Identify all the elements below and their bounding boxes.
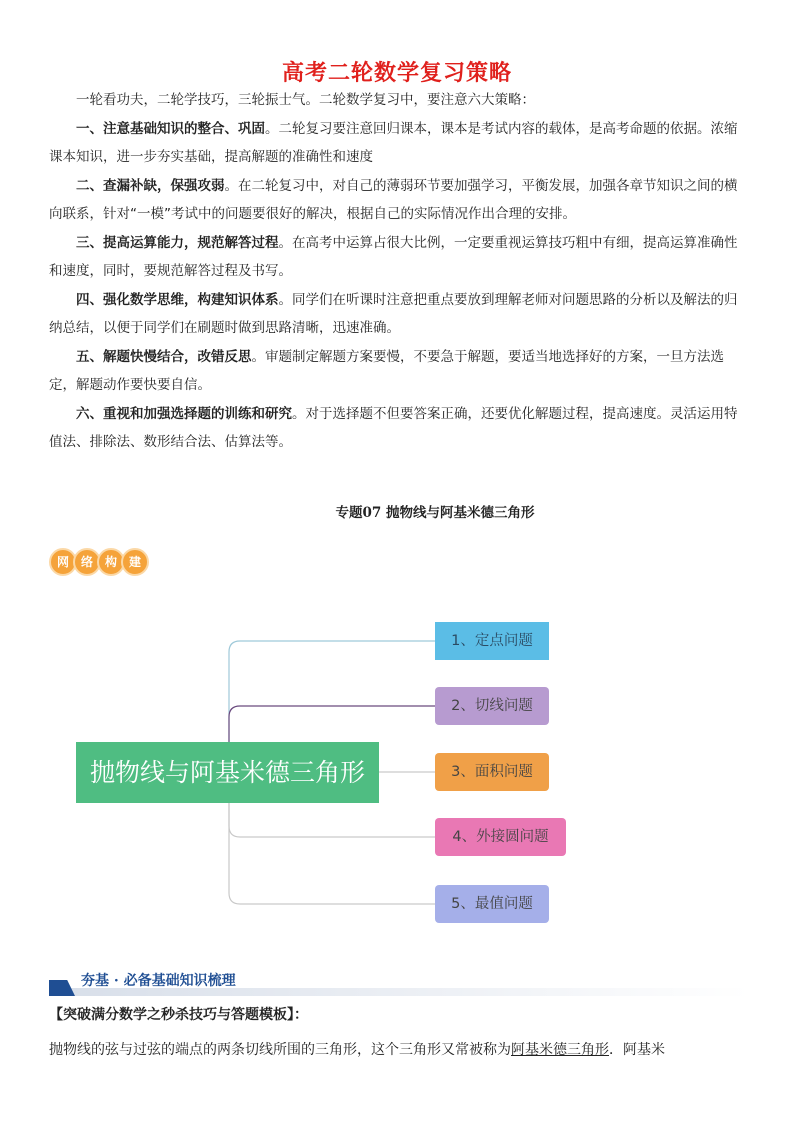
strategy-2: 二、查漏补缺，保强攻弱。在二轮复习中，对自己的薄弱环节要加强学习，平衡发展，加强各章节知识之间的横向联系，针对“一模”考试中的问题要很好的解决，根据自己的实际情况作出合理的安排。 [49, 177, 738, 222]
connector-5 [229, 803, 435, 904]
badge-char: 构 [97, 548, 125, 576]
strategy-1: 一、注意基础知识的整合、巩固。二轮复习要注意回归课本，课本是考试内容的载体，是高考命题的依据。浓缩课本知识，进一步夯实基础，提高解题的准确性和速度 [49, 120, 738, 165]
connector-2 [229, 706, 435, 742]
mindmap-node-extremum: 5、最值问题 [435, 885, 549, 923]
strategy-3: 三、提高运算能力，规范解答过程。在高考中运算占很大比例，一定要重视运算技巧粗中有细，提高运算准确性和速度，同时，要规范解答过程及书写。 [49, 234, 738, 279]
section-label: 夯基 · 必备基础知识梳理 [81, 973, 236, 989]
body-paragraph: 抛物线的弦与过弦的端点的两条切线所围的三角形，这个三角形又常被称为阿基米德三角形．阿基米 [49, 1042, 665, 1058]
mindmap-central-node: 抛物线与阿基米德三角形 [76, 742, 379, 803]
mindmap-node-fixed-point: 1、定点问题 [435, 622, 549, 660]
mindmap-node-circumcircle: 4、外接圆问题 [435, 818, 566, 856]
technique-heading: 【突破满分数学之秒杀技巧与答题模板】： [49, 1007, 308, 1023]
mindmap-node-area: 3、面积问题 [435, 753, 549, 791]
section-header [49, 968, 749, 996]
section-tab-icon [49, 980, 75, 996]
strategy-4: 四、强化数学思维，构建知识体系。同学们在听课时注意把重点要放到理解老师对问题思路的分析以及解法的归纳总结，以便于同学们在刷题时做到思路清晰，迅速准确。 [49, 291, 738, 336]
connector-4 [229, 803, 435, 837]
badge-char: 络 [73, 548, 101, 576]
underlined-term: 阿基米德三角形 [511, 1042, 609, 1058]
connector-1 [229, 641, 435, 742]
intro-text: 一轮看功夫，二轮学技巧，三轮振士气。二轮数学复习中，要注意六大策略： [76, 92, 535, 108]
page-title: 高考二轮数学复习策略 [281, 61, 512, 86]
badge-char: 网 [49, 548, 77, 576]
badge-char: 建 [121, 548, 149, 576]
mindmap-node-tangent: 2、切线问题 [435, 687, 549, 725]
strategy-5: 五、解题快慢结合，改错反思。审题制定解题方案要慢，不要急于解题，要适当地选择好的方案，一旦方法选定，解题动作要快要自信。 [49, 348, 724, 393]
topic-subtitle: 专题07 抛物线与阿基米德三角形 [335, 505, 535, 521]
strategy-6: 六、重视和加强选择题的训练和研究。对于选择题不但要答案正确，还要优化解题过程，提高速度。灵活运用特值法、排除法、数形结合法、估算法等。 [49, 405, 738, 450]
